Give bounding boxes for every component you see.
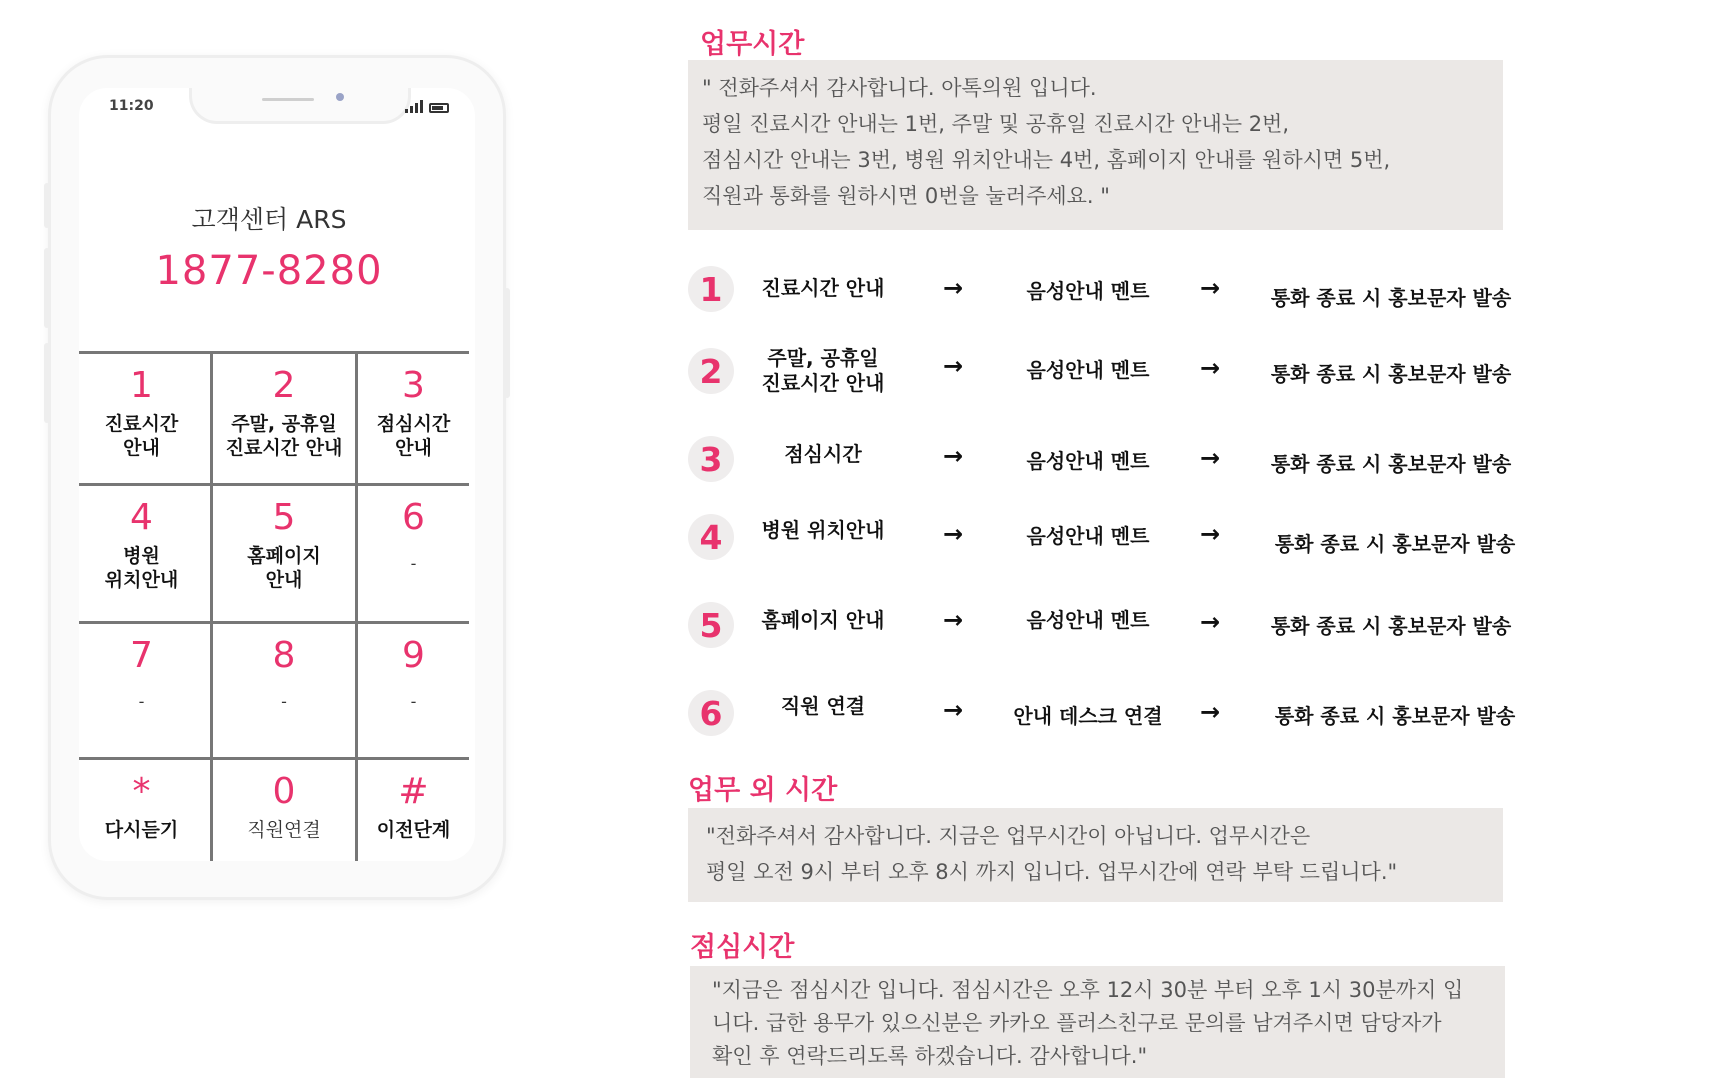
phone-notch [189, 88, 411, 124]
flow-row [688, 344, 1548, 404]
signal-icon [405, 100, 423, 113]
phone-volume-up-button [44, 248, 50, 328]
flow-action: 음성안내 멘트 [1026, 524, 1150, 548]
key-number: 2 [272, 365, 296, 406]
flow-step: 주말, 공휴일 진료시간 안내 [761, 346, 885, 395]
flow-step: 병원 위치안내 [761, 518, 885, 542]
phone-power-button [504, 288, 510, 398]
flow-action: 안내 데스크 연결 [1013, 704, 1163, 728]
arrow-right-icon: → [943, 274, 964, 302]
ars-title: 고객센터 ARS [191, 205, 347, 234]
flow-result: 통화 종료 시 홍보문자 발송 [1270, 286, 1512, 310]
flow-row [688, 262, 1548, 322]
key-number: 9 [402, 635, 425, 676]
flow-row [688, 432, 1548, 492]
key-label: 점심시간 안내 [376, 413, 451, 459]
key-label: - [410, 692, 417, 711]
arrow-right-icon: → [943, 442, 964, 470]
flow-result: 통화 종료 시 홍보문자 발송 [1270, 452, 1512, 476]
key-number: * [132, 771, 151, 812]
flow-step: 직원 연결 [780, 694, 866, 718]
key-star[interactable] [79, 757, 210, 861]
key-label: - [410, 554, 417, 573]
step-number-badge: 6 [688, 690, 734, 736]
key-number: 7 [130, 635, 153, 676]
flow-step: 점심시간 [784, 442, 862, 466]
business-hours-title: 업무시간 [700, 29, 805, 60]
arrow-right-icon: → [943, 352, 964, 380]
key-3[interactable] [358, 351, 469, 483]
key-6[interactable] [358, 483, 469, 621]
ars-phone-number: 1877-8280 [155, 248, 383, 294]
key-hash[interactable] [358, 757, 469, 861]
arrow-right-icon: → [1200, 444, 1221, 472]
status-time: 11:20 [109, 98, 154, 114]
flow-action: 음성안내 멘트 [1026, 608, 1150, 632]
key-number: # [398, 771, 429, 812]
key-8[interactable] [210, 621, 358, 757]
flow-result: 통화 종료 시 홍보문자 발송 [1270, 614, 1512, 638]
key-number: 8 [272, 635, 296, 676]
battery-icon [429, 103, 449, 113]
phone-screen [79, 88, 475, 861]
flow-result: 통화 종료 시 홍보문자 발송 [1274, 532, 1516, 556]
business-hours-message: " 전화주셔서 감사합니다. 아톡의원 입니다. 평일 진료시간 안내는 1번, 주말 및 공휴일 진료시간 안내는 2번, 점심시간 안내는 3번, 병원 위치안내는 4번, 홈페이지 안내를 원하시면 5번, 직원과 통화를 원하시면 0번을 눌러주세요. " [688, 60, 1503, 230]
phone-volume-down-button [44, 343, 50, 423]
key-4[interactable] [79, 483, 210, 621]
step-number-badge: 4 [688, 514, 734, 560]
step-number-badge: 3 [688, 436, 734, 482]
dial-keypad [79, 351, 469, 861]
step-number-badge: 5 [688, 602, 734, 648]
flow-row [688, 686, 1548, 746]
arrow-right-icon: → [943, 520, 964, 548]
key-label: - [138, 692, 145, 711]
status-icons [405, 100, 449, 113]
arrow-right-icon: → [943, 696, 964, 724]
step-number-badge: 1 [688, 266, 734, 312]
after-hours-title: 업무 외 시간 [688, 775, 838, 806]
camera-icon [336, 93, 344, 101]
key-number: 3 [402, 365, 425, 406]
key-label: 병원 위치안내 [104, 545, 179, 591]
flow-step: 진료시간 안내 [761, 276, 885, 300]
key-number: 6 [402, 497, 425, 538]
after-hours-message: "전화주셔서 감사합니다. 지금은 업무시간이 아닙니다. 업무시간은 평일 오전 9시 부터 오후 8시 까지 입니다. 업무시간에 연락 부탁 드립니다." [688, 808, 1503, 902]
lunch-time-message: "지금은 점심시간 입니다. 점심시간은 오후 12시 30분 부터 오후 1시 30분까지 입 니다. 급한 용무가 있으신분은 카카오 플러스친구로 문의를 남겨주시면 담당자가 확인 후 연락드리도록 하겠습니다. 감사합니다." [690, 966, 1505, 1078]
lunch-time-title: 점심시간 [690, 932, 795, 963]
flow-result: 통화 종료 시 홍보문자 발송 [1270, 362, 1512, 386]
flow-row [688, 598, 1548, 658]
key-label: 홈페이지 안내 [247, 545, 321, 591]
key-label: 직원연결 [247, 819, 321, 841]
key-9[interactable] [358, 621, 469, 757]
flow-row [688, 510, 1548, 570]
step-number-badge: 2 [688, 348, 734, 394]
flow-step: 홈페이지 안내 [761, 608, 885, 632]
key-number: 5 [272, 497, 296, 538]
key-1[interactable] [79, 351, 210, 483]
flow-action: 음성안내 멘트 [1026, 449, 1150, 473]
flow-result: 통화 종료 시 홍보문자 발송 [1274, 704, 1516, 728]
key-2[interactable] [210, 351, 358, 483]
arrow-right-icon: → [1200, 354, 1221, 382]
key-label: 주말, 공휴일 진료시간 안내 [225, 413, 343, 459]
flow-action: 음성안내 멘트 [1026, 279, 1150, 303]
key-number: 0 [272, 771, 296, 812]
arrow-right-icon: → [943, 606, 964, 634]
arrow-right-icon: → [1200, 520, 1221, 548]
key-label: 다시듣기 [104, 819, 179, 841]
phone-mockup [48, 55, 506, 900]
key-label: 진료시간 안내 [104, 413, 179, 459]
phone-side-button [44, 183, 50, 228]
key-label: 이전단계 [376, 819, 451, 841]
key-label: - [281, 692, 287, 711]
key-5[interactable] [210, 483, 358, 621]
key-7[interactable] [79, 621, 210, 757]
speaker-slot [262, 98, 314, 101]
arrow-right-icon: → [1200, 274, 1221, 302]
key-number: 1 [130, 365, 153, 406]
flow-action: 음성안내 멘트 [1026, 358, 1150, 382]
arrow-right-icon: → [1200, 608, 1221, 636]
arrow-right-icon: → [1200, 698, 1221, 726]
key-number: 4 [130, 497, 153, 538]
key-0[interactable] [210, 757, 358, 861]
